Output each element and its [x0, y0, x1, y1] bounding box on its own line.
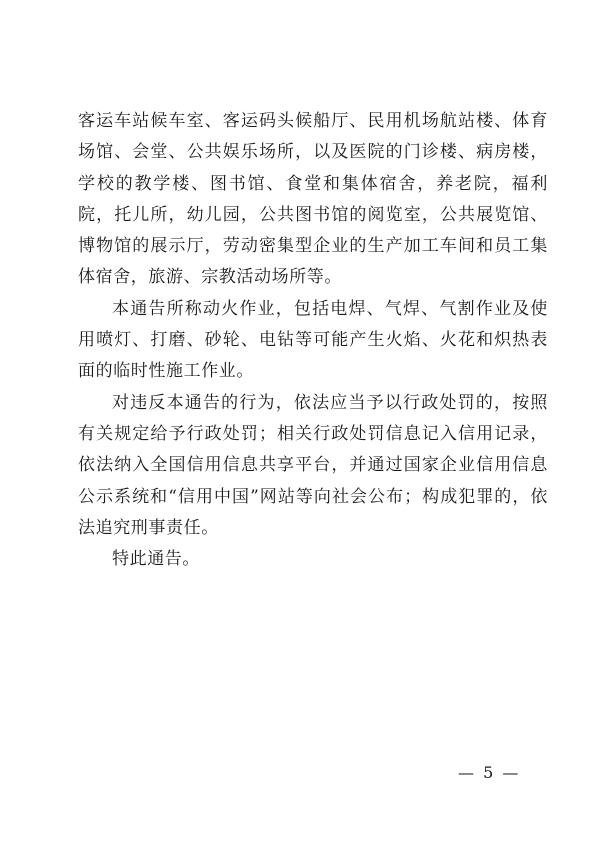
paragraph-closing: 特此通告。: [112, 549, 200, 570]
paragraph-penalty: 对违反本通告的行为，依法应当予以行政处罚的，按照有关规定给予行政处罚；相关行政处罚信息记入信用记录，依法纳入全国信用信息共享平台，并通过国家企业信用信息公示系统和“信用中国”网站等向社会公布；构成犯罪的，依法追究刑事责任。: [78, 392, 548, 538]
page-number: — 5 —: [458, 763, 521, 782]
notice-body: [78, 106, 548, 575]
paragraph-hot-work-definition: 本通告所称动火作业，包括电焊、气焊、气割作业及使用喷灯、打磨、砂轮、电钻等可能产生火焰、火花和炽热表面的临时性施工作业。: [78, 298, 548, 382]
paragraph-venues-continued: 客运车站候车室、客运码头候船厅、民用机场航站楼、体育场馆、会堂、公共娱乐场所，以及医院的门诊楼、病房楼，学校的教学楼、图书馆、食堂和集体宿舍，养老院，福利院，托儿所，幼儿园，公共图书馆的阅览室，公共展览馆、博物馆的展示厅，劳动密集型企业的生产加工车间和员工集体宿舍，旅游、宗教活动场所等。: [78, 111, 548, 288]
